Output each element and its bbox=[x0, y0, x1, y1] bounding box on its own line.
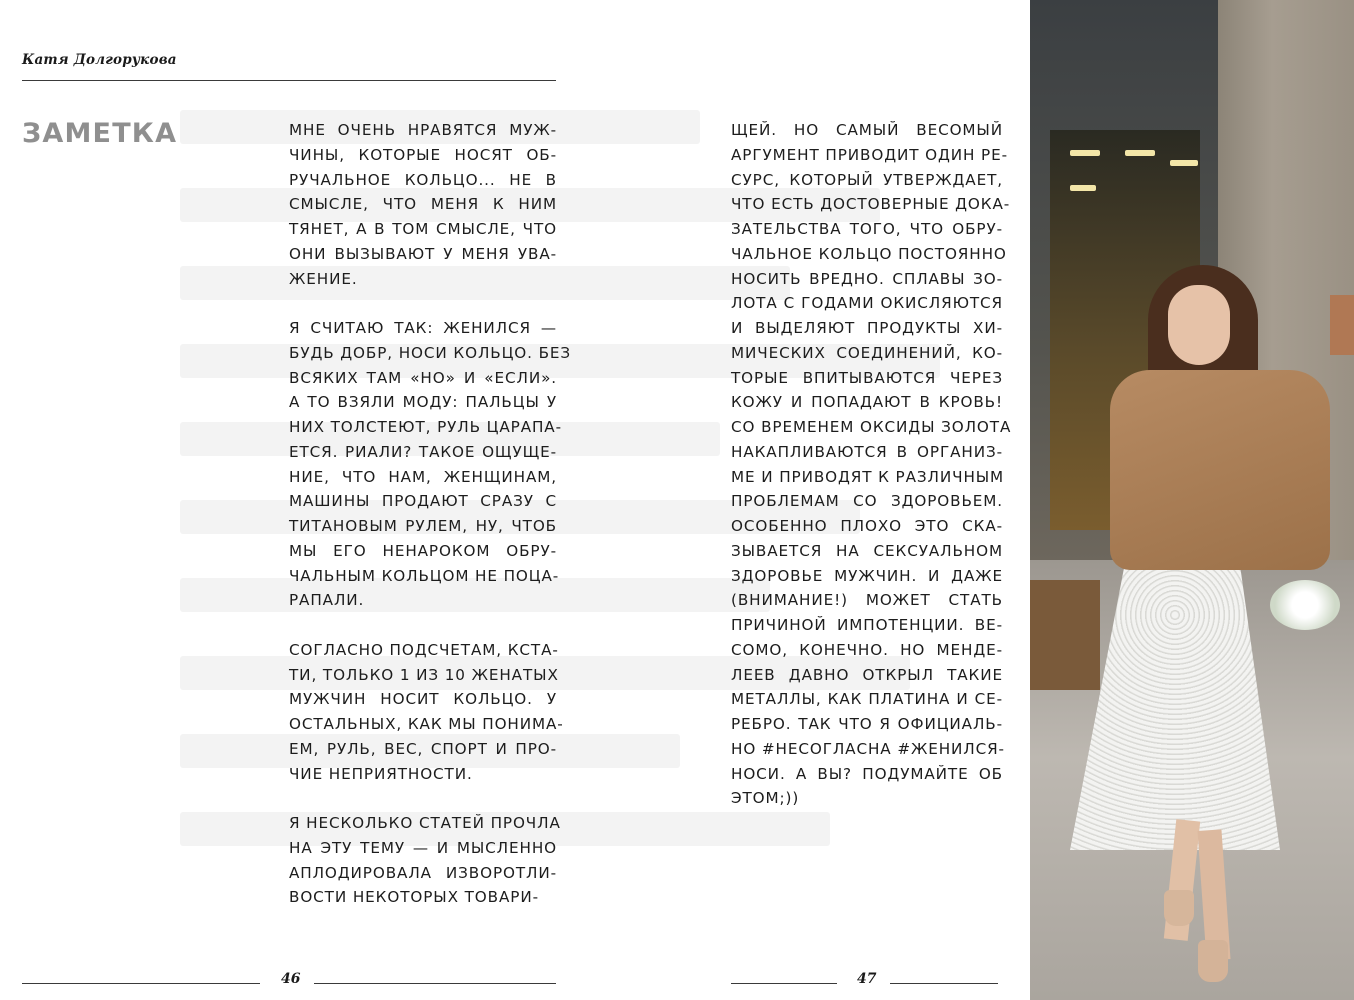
text-line: ЛЕЕВ ДАВНО ОТКРЫЛ ТАКИЕ bbox=[731, 665, 1003, 684]
text-line: СО ВРЕМЕНЕМ ОКСИДЫ ЗОЛОТА bbox=[731, 418, 1012, 436]
header-rule bbox=[22, 80, 556, 81]
text-line: МУЖЧИН НОСИТ КОЛЬЦО. У bbox=[289, 690, 557, 709]
text-line: ЗДОРОВЬЕ МУЖЧИН. И ДАЖЕ bbox=[731, 566, 1003, 585]
text-line: ЗЫВАЕТСЯ НА СЕКСУАЛЬНОМ bbox=[731, 541, 1003, 560]
text-line: ЩЕЙ. НО САМЫЙ ВЕСОМЫЙ bbox=[731, 121, 1003, 139]
photo-shop-sign bbox=[1330, 295, 1354, 355]
photo-face bbox=[1168, 285, 1230, 365]
text-line: ЗАТЕЛЬСТВА ТОГО, ЧТО ОБРУ- bbox=[731, 220, 1003, 238]
text-line: НО #НЕСОГЛАСНА #ЖЕНИЛСЯ- bbox=[731, 739, 1005, 758]
text-line: ЧАЛЬНОЕ КОЛЬЦО ПОСТОЯННО bbox=[731, 244, 1007, 263]
text-line: НОСИ. А ВЫ? ПОДУМАЙТЕ ОБ bbox=[731, 764, 1003, 783]
paragraph-gap bbox=[289, 613, 557, 638]
footer-rule-left-b bbox=[314, 983, 556, 984]
text-line: ОСОБЕННО ПЛОХО ЭТО СКА- bbox=[731, 517, 1003, 535]
paragraph-gap bbox=[289, 291, 557, 316]
text-line: ПРИЧИНОЙ ИМПОТЕНЦИИ. ВЕ- bbox=[731, 616, 1003, 634]
footer-rule-right-a bbox=[731, 983, 837, 984]
footer-rule-left-a bbox=[22, 983, 260, 984]
text-line: ВОСТИ НЕКОТОРЫХ ТОВАРИ- bbox=[289, 888, 539, 907]
footer-rule-right-b bbox=[890, 983, 998, 984]
text-line: НИЕ, ЧТО НАМ, ЖЕНЩИНАМ, bbox=[289, 467, 557, 486]
text-line: МЕТАЛЛЫ, КАК ПЛАТИНА И СЕ- bbox=[731, 690, 1003, 709]
page-number-left: 46 bbox=[281, 971, 301, 987]
section-title: ЗАМЕТКА bbox=[22, 118, 178, 149]
photo-flowers bbox=[1270, 580, 1340, 630]
photo-ceiling-light bbox=[1070, 185, 1096, 191]
page-number-right: 47 bbox=[857, 971, 877, 987]
photo-shoe bbox=[1164, 890, 1194, 926]
text-line: ЧТО ЕСТЬ ДОСТОВЕРНЫЕ ДОКА- bbox=[731, 195, 1011, 214]
text-column-right bbox=[731, 118, 1012, 811]
text-line: РАПАЛИ. bbox=[289, 591, 365, 610]
text-line: МИЧЕСКИХ СОЕДИНЕНИЙ, КО- bbox=[731, 343, 1003, 362]
text-line: ЛОТА С ГОДАМИ ОКИСЛЯЮТСЯ bbox=[731, 294, 1003, 313]
text-line: А ТО ВЗЯЛИ МОДУ: ПАЛЬЦЫ У bbox=[289, 393, 557, 412]
text-line: НИХ ТОЛСТЕЮТ, РУЛЬ ЦАРАПА- bbox=[289, 418, 562, 436]
text-line: АРГУМЕНТ ПРИВОДИТ ОДИН РЕ- bbox=[731, 145, 1008, 164]
text-line: ЖЕНИЕ. bbox=[289, 269, 358, 288]
photo-leather-jacket bbox=[1110, 370, 1330, 570]
text-line: ВСЯКИХ ТАМ «НО» И «ЕСЛИ». bbox=[289, 368, 557, 387]
text-line: МАШИНЫ ПРОДАЮТ СРАЗУ С bbox=[289, 492, 557, 511]
text-line: ТЯНЕТ, А В ТОМ СМЫСЛЕ, ЧТО bbox=[289, 220, 557, 238]
running-head-author: Катя Долгорукова bbox=[22, 52, 177, 68]
text-line: МНЕ ОЧЕНЬ НРАВЯТСЯ МУЖ- bbox=[289, 121, 557, 139]
paragraph-gap bbox=[289, 786, 557, 811]
text-line: РУЧАЛЬНОЕ КОЛЬЦО... НЕ В bbox=[289, 170, 557, 189]
text-line: ЕМ, РУЛЬ, ВЕС, СПОРТ И ПРО- bbox=[289, 739, 557, 758]
photo-ceiling-light bbox=[1170, 160, 1198, 166]
text-line: ЧИНЫ, КОТОРЫЕ НОСЯТ ОБ- bbox=[289, 145, 557, 164]
text-line: (ВНИМАНИЕ!) МОЖЕТ СТАТЬ bbox=[731, 591, 1003, 610]
photo-ceiling-light bbox=[1070, 150, 1100, 156]
text-line: РЕБРО. ТАК ЧТО Я ОФИЦИАЛЬ- bbox=[731, 715, 1003, 733]
text-line: ОНИ ВЫЗЫВАЮТ У МЕНЯ УВА- bbox=[289, 244, 557, 263]
text-line: СУРС, КОТОРЫЙ УТВЕРЖДАЕТ, bbox=[731, 170, 1003, 189]
text-line: КОЖУ И ПОПАДАЮТ В КРОВЬ! bbox=[731, 393, 1003, 412]
text-line: БУДЬ ДОБР, НОСИ КОЛЬЦО. БЕЗ bbox=[289, 343, 572, 362]
photo-shoe bbox=[1198, 940, 1228, 982]
text-line: АПЛОДИРОВАЛА ИЗВОРОТЛИ- bbox=[289, 863, 557, 882]
text-line: И ВЫДЕЛЯЮТ ПРОДУКТЫ ХИ- bbox=[731, 319, 1003, 337]
text-line: Я НЕСКОЛЬКО СТАТЕЙ ПРОЧЛА bbox=[289, 814, 561, 832]
text-line: МЫ ЕГО НЕНАРОКОМ ОБРУ- bbox=[289, 541, 557, 560]
text-line: ТИ, ТОЛЬКО 1 ИЗ 10 ЖЕНАТЫХ bbox=[289, 665, 559, 684]
text-line: ТОРЫЕ ВПИТЫВАЮТСЯ ЧЕРЕЗ bbox=[731, 368, 1003, 387]
text-line: НОСИТЬ ВРЕДНО. СПЛАВЫ ЗО- bbox=[731, 269, 1003, 288]
text-line: ОСТАЛЬНЫХ, КАК МЫ ПОНИМА- bbox=[289, 715, 564, 733]
text-column-left bbox=[289, 118, 572, 910]
photo-planter bbox=[1030, 580, 1100, 690]
text-line: ЕТСЯ. РИАЛИ? ТАКОЕ ОЩУЩЕ- bbox=[289, 442, 557, 461]
text-line: ТИТАНОВЫМ РУЛЕМ, НУ, ЧТОБ bbox=[289, 517, 557, 535]
photo-ceiling-light bbox=[1125, 150, 1155, 156]
text-line: ЧАЛЬНЫМ КОЛЬЦОМ НЕ ПОЦА- bbox=[289, 566, 560, 585]
text-line: ЭТОМ;)) bbox=[731, 789, 800, 808]
text-line: МЕ И ПРИВОДЯТ К РАЗЛИЧНЫМ bbox=[731, 467, 1005, 486]
text-line: СМЫСЛЕ, ЧТО МЕНЯ К НИМ bbox=[289, 195, 557, 214]
text-line: ЧИЕ НЕПРИЯТНОСТИ. bbox=[289, 764, 473, 783]
text-line: ПРОБЛЕМАМ СО ЗДОРОВЬЕМ. bbox=[731, 492, 1003, 511]
text-line: НА ЭТУ ТЕМУ — И МЫСЛЕННО bbox=[289, 838, 557, 857]
text-line: СОГЛАСНО ПОДСЧЕТАМ, КСТА- bbox=[289, 640, 559, 659]
photo-woman-white-dress bbox=[1030, 0, 1354, 1000]
text-line: СОМО, КОНЕЧНО. НО МЕНДЕ- bbox=[731, 640, 1003, 659]
text-line: Я СЧИТАЮ ТАК: ЖЕНИЛСЯ — bbox=[289, 319, 557, 337]
text-line: НАКАПЛИВАЮТСЯ В ОРГАНИЗ- bbox=[731, 442, 1003, 461]
